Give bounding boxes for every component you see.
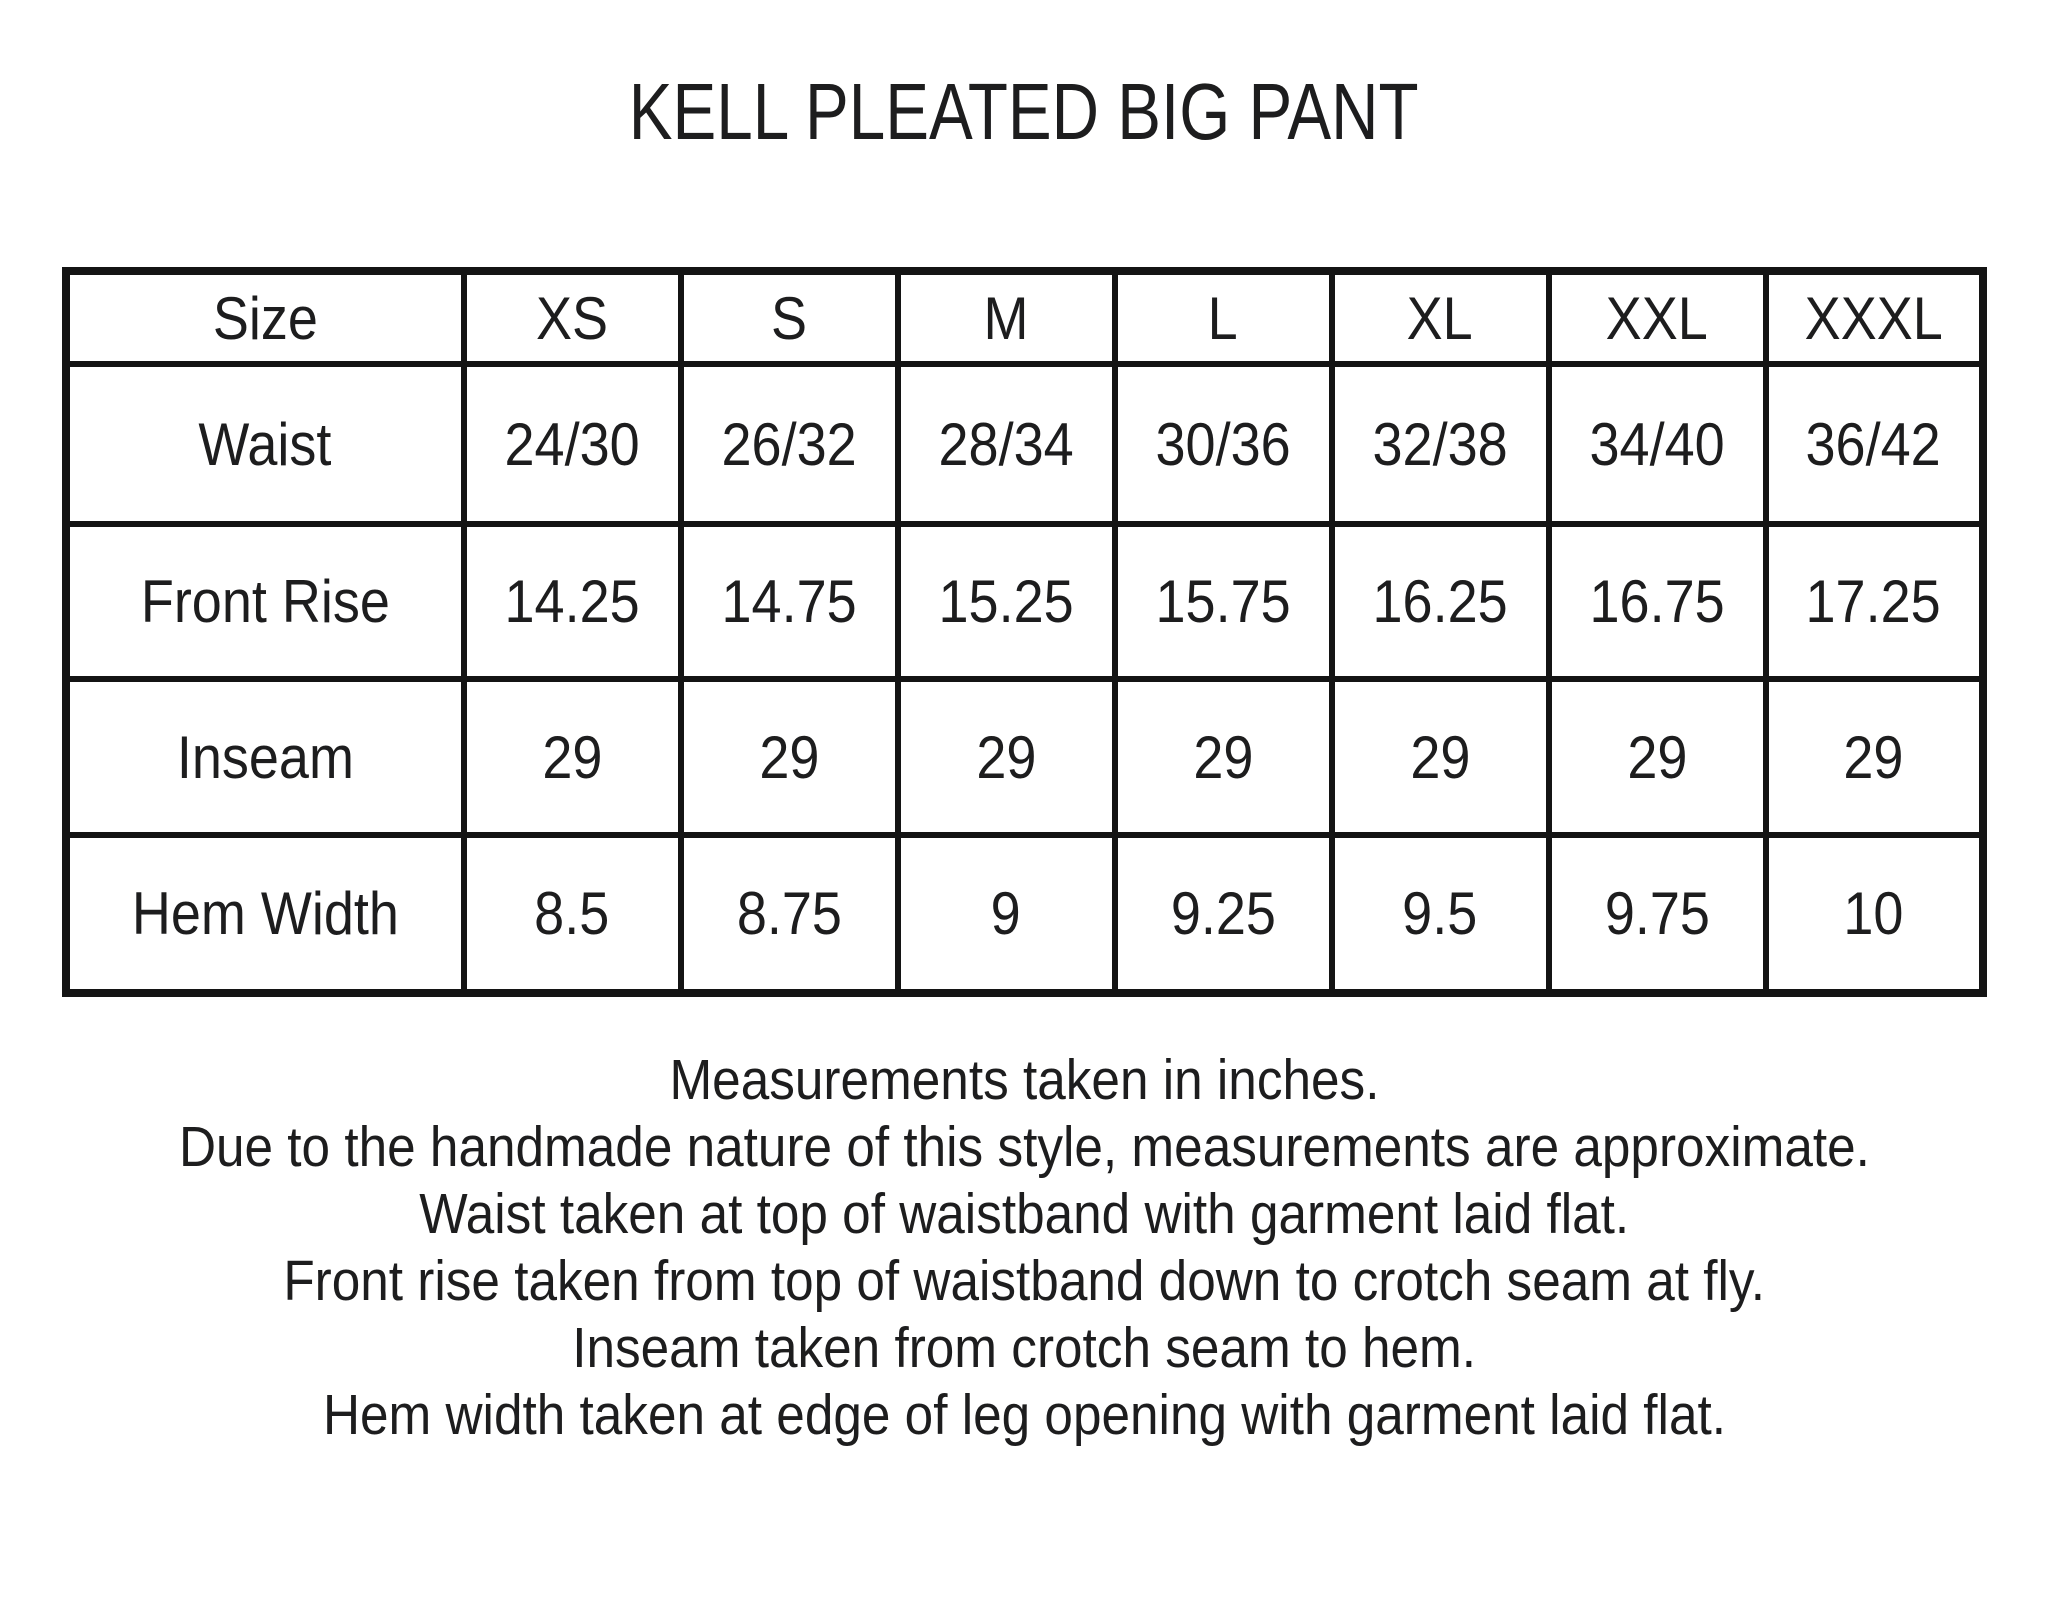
cell-inseam-l bbox=[1115, 679, 1332, 835]
table-row-front-rise bbox=[66, 524, 1983, 679]
cell-waist-xl bbox=[1332, 364, 1549, 524]
note-inseam-method bbox=[0, 1315, 2048, 1382]
table-row-hem-width bbox=[66, 835, 1983, 993]
cell-text: L bbox=[1207, 284, 1239, 352]
column-header-xl bbox=[1332, 271, 1549, 364]
cell-text: M bbox=[983, 284, 1029, 352]
cell-hem-width-xxl bbox=[1549, 835, 1766, 993]
cell-inseam-m bbox=[898, 679, 1115, 835]
cell-text: Hem Width bbox=[131, 880, 399, 947]
cell-front-rise-xxxl bbox=[1766, 524, 1983, 679]
cell-text: 32/38 bbox=[1372, 410, 1508, 478]
column-header-m bbox=[898, 271, 1115, 364]
note-handmade-approximate bbox=[0, 1114, 2048, 1181]
cell-inseam-xxl bbox=[1549, 679, 1766, 835]
cell-text: 9 bbox=[990, 880, 1022, 947]
row-label-hem-width bbox=[66, 835, 464, 993]
cell-text: Size bbox=[212, 284, 318, 352]
cell-text: 17.25 bbox=[1805, 568, 1942, 635]
cell-text: 29 bbox=[1843, 723, 1904, 791]
row-label-front-rise bbox=[66, 524, 464, 679]
cell-text: 29 bbox=[541, 723, 603, 791]
cell-text: Waist bbox=[198, 410, 332, 478]
cell-hem-width-s bbox=[681, 835, 898, 993]
cell-hem-width-l bbox=[1115, 835, 1332, 993]
cell-text: 16.75 bbox=[1589, 568, 1725, 635]
measurement-notes bbox=[0, 1047, 2048, 1449]
cell-text: 28/34 bbox=[938, 410, 1074, 478]
note-hem-width-method bbox=[0, 1382, 2048, 1449]
cell-front-rise-l bbox=[1115, 524, 1332, 679]
cell-front-rise-xl bbox=[1332, 524, 1549, 679]
note-text: Front rise taken from top of waistband down to crotch seam at fly. bbox=[283, 1249, 1765, 1313]
cell-text: S bbox=[770, 284, 808, 352]
cell-front-rise-xs bbox=[464, 524, 681, 679]
column-header-s bbox=[681, 271, 898, 364]
cell-text: 16.25 bbox=[1372, 568, 1508, 635]
cell-text: 29 bbox=[758, 723, 820, 791]
cell-inseam-s bbox=[681, 679, 898, 835]
column-header-xxxl bbox=[1766, 271, 1983, 364]
cell-text: 29 bbox=[975, 723, 1037, 791]
cell-text: XXL bbox=[1605, 284, 1709, 352]
cell-text: 24/30 bbox=[504, 410, 640, 478]
page-title-text: KELL PLEATED BIG PANT bbox=[629, 67, 1419, 156]
note-text: Inseam taken from crotch seam to hem. bbox=[572, 1316, 1476, 1380]
column-header-l bbox=[1115, 271, 1332, 364]
cell-text: 14.25 bbox=[504, 568, 640, 635]
cell-waist-m bbox=[898, 364, 1115, 524]
note-text: Hem width taken at edge of leg opening with garment laid flat. bbox=[322, 1383, 1726, 1447]
cell-text: 8.75 bbox=[736, 880, 842, 947]
cell-text: 9.75 bbox=[1604, 880, 1710, 947]
page-title bbox=[0, 67, 2048, 156]
cell-text: 10 bbox=[1843, 880, 1904, 947]
cell-text: Inseam bbox=[176, 723, 354, 791]
cell-text: XL bbox=[1406, 284, 1474, 352]
note-waist-method bbox=[0, 1181, 2048, 1248]
column-header-size bbox=[66, 271, 464, 364]
note-units bbox=[0, 1047, 2048, 1114]
note-front-rise-method bbox=[0, 1248, 2048, 1315]
cell-text: 36/42 bbox=[1805, 410, 1942, 478]
cell-text: 34/40 bbox=[1589, 410, 1725, 478]
cell-waist-xxl bbox=[1549, 364, 1766, 524]
cell-front-rise-xxl bbox=[1549, 524, 1766, 679]
cell-text: 30/36 bbox=[1155, 410, 1291, 478]
cell-inseam-xxxl bbox=[1766, 679, 1983, 835]
row-label-waist bbox=[66, 364, 464, 524]
cell-text: XS bbox=[535, 284, 609, 352]
cell-text: 9.25 bbox=[1170, 880, 1276, 947]
cell-waist-xxxl bbox=[1766, 364, 1983, 524]
cell-text: 26/32 bbox=[721, 410, 857, 478]
cell-text: XXXL bbox=[1804, 284, 1943, 352]
cell-inseam-xl bbox=[1332, 679, 1549, 835]
cell-text: 15.75 bbox=[1155, 568, 1291, 635]
column-header-xs bbox=[464, 271, 681, 364]
table-row-inseam bbox=[66, 679, 1983, 835]
cell-text: 29 bbox=[1409, 723, 1471, 791]
cell-hem-width-m bbox=[898, 835, 1115, 993]
cell-text: 8.5 bbox=[534, 880, 610, 947]
cell-waist-l bbox=[1115, 364, 1332, 524]
cell-text: 9.5 bbox=[1402, 880, 1478, 947]
cell-text: 29 bbox=[1626, 723, 1688, 791]
cell-hem-width-xxxl bbox=[1766, 835, 1983, 993]
cell-hem-width-xl bbox=[1332, 835, 1549, 993]
cell-inseam-xs bbox=[464, 679, 681, 835]
row-label-inseam bbox=[66, 679, 464, 835]
cell-hem-width-xs bbox=[464, 835, 681, 993]
cell-text: 14.75 bbox=[721, 568, 857, 635]
column-header-xxl bbox=[1549, 271, 1766, 364]
size-chart-header-row bbox=[66, 271, 1983, 364]
note-text: Measurements taken in inches. bbox=[668, 1048, 1380, 1112]
cell-text: Front Rise bbox=[140, 568, 390, 635]
size-chart-table bbox=[62, 267, 1987, 997]
cell-text: 15.25 bbox=[938, 568, 1074, 635]
note-text: Due to the handmade nature of this style, measurements are approximate. bbox=[178, 1115, 1870, 1179]
cell-front-rise-s bbox=[681, 524, 898, 679]
note-text: Waist taken at top of waistband with garment laid flat. bbox=[419, 1182, 1629, 1246]
cell-waist-s bbox=[681, 364, 898, 524]
cell-front-rise-m bbox=[898, 524, 1115, 679]
table-row-waist bbox=[66, 364, 1983, 524]
cell-text: 29 bbox=[1192, 723, 1254, 791]
cell-waist-xs bbox=[464, 364, 681, 524]
